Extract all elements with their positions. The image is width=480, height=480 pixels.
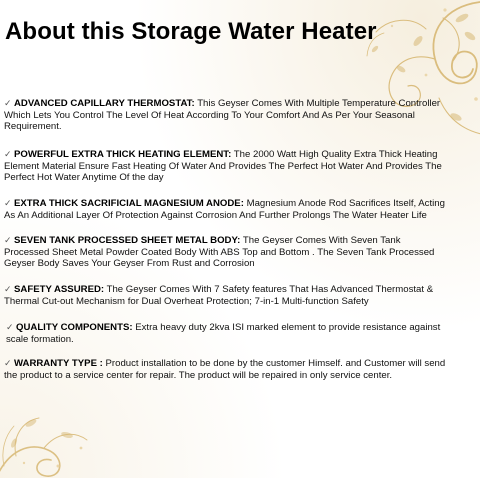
feature-warranty-type	[4, 358, 448, 381]
feature-description: Extra heavy duty 2kva ISI marked element to provide resistance against scale formation.	[6, 322, 441, 345]
page-title: About this Storage Water Heater	[5, 18, 377, 45]
check-mark-icon: ✓	[4, 358, 12, 368]
check-mark-icon: ✓	[4, 98, 12, 108]
check-mark-icon: ✓	[4, 198, 12, 208]
feature-title: SEVEN TANK PROCESSED SHEET METAL BODY:	[14, 235, 241, 246]
feature-title: ADVANCED CAPILLARY THERMOSTAT:	[14, 98, 195, 109]
feature-title: EXTRA THICK SACRIFICIAL MAGNESIUM ANODE:	[14, 198, 244, 209]
feature-quality-components	[6, 322, 450, 345]
feature-seven-tank-processed-sheet-metal-body	[4, 235, 448, 270]
feature-advanced-capillary-thermostat	[4, 98, 448, 133]
check-mark-icon: ✓	[4, 235, 12, 245]
check-mark-icon: ✓	[6, 322, 14, 332]
check-mark-icon: ✓	[4, 149, 12, 159]
feature-description: This Geyser Comes With Multiple Temperature Controller Which Lets You Control The Level Of Heat According To Your Comfort And As Per Your Seasonal Requirement.	[4, 98, 441, 132]
feature-description: The 2000 Watt High Quality Extra Thick Heating Element Material Ensure Fast Heating Of Water And Provides The Perfect Hot Water And Provides The Perfect Hot Water Anytime Of the day	[4, 149, 442, 183]
feature-title: POWERFUL EXTRA THICK HEATING ELEMENT:	[14, 149, 232, 160]
feature-safety-assured	[4, 284, 448, 307]
feature-extra-thick-sacrificial-magnesium-anode	[4, 198, 448, 221]
feature-title: WARRANTY TYPE :	[14, 358, 103, 369]
feature-powerful-extra-thick-heating-element	[4, 149, 448, 184]
feature-description: Magnesium Anode Rod Sacrifices Itself, Acting As An Additional Layer Of Protection Against Corrosion And Further Prolongs The Water Heater Life	[4, 198, 445, 221]
feature-description: Product installation to be done by the customer Himself. and Customer will send the product to a service center for repair. The product will be repaired in only service center.	[4, 358, 446, 381]
feature-title: SAFETY ASSURED:	[14, 284, 105, 295]
feature-description: The Geyser Comes With Seven Tank Processed Sheet Metal Powder Coated Body With ABS Top and Bottom . The Seven Tank Processed Geyser Body Saves Your Geyser From Rust and Corrosion	[4, 235, 435, 269]
feature-title: QUALITY COMPONENTS:	[16, 322, 133, 333]
feature-description: The Geyser Comes With 7 Safety features That Has Advanced Thermostat & Thermal Cut-out Mechanism for Dual Overheat Protection; 7-in-1 Multi-function Safety	[4, 284, 434, 307]
check-mark-icon: ✓	[4, 284, 12, 294]
